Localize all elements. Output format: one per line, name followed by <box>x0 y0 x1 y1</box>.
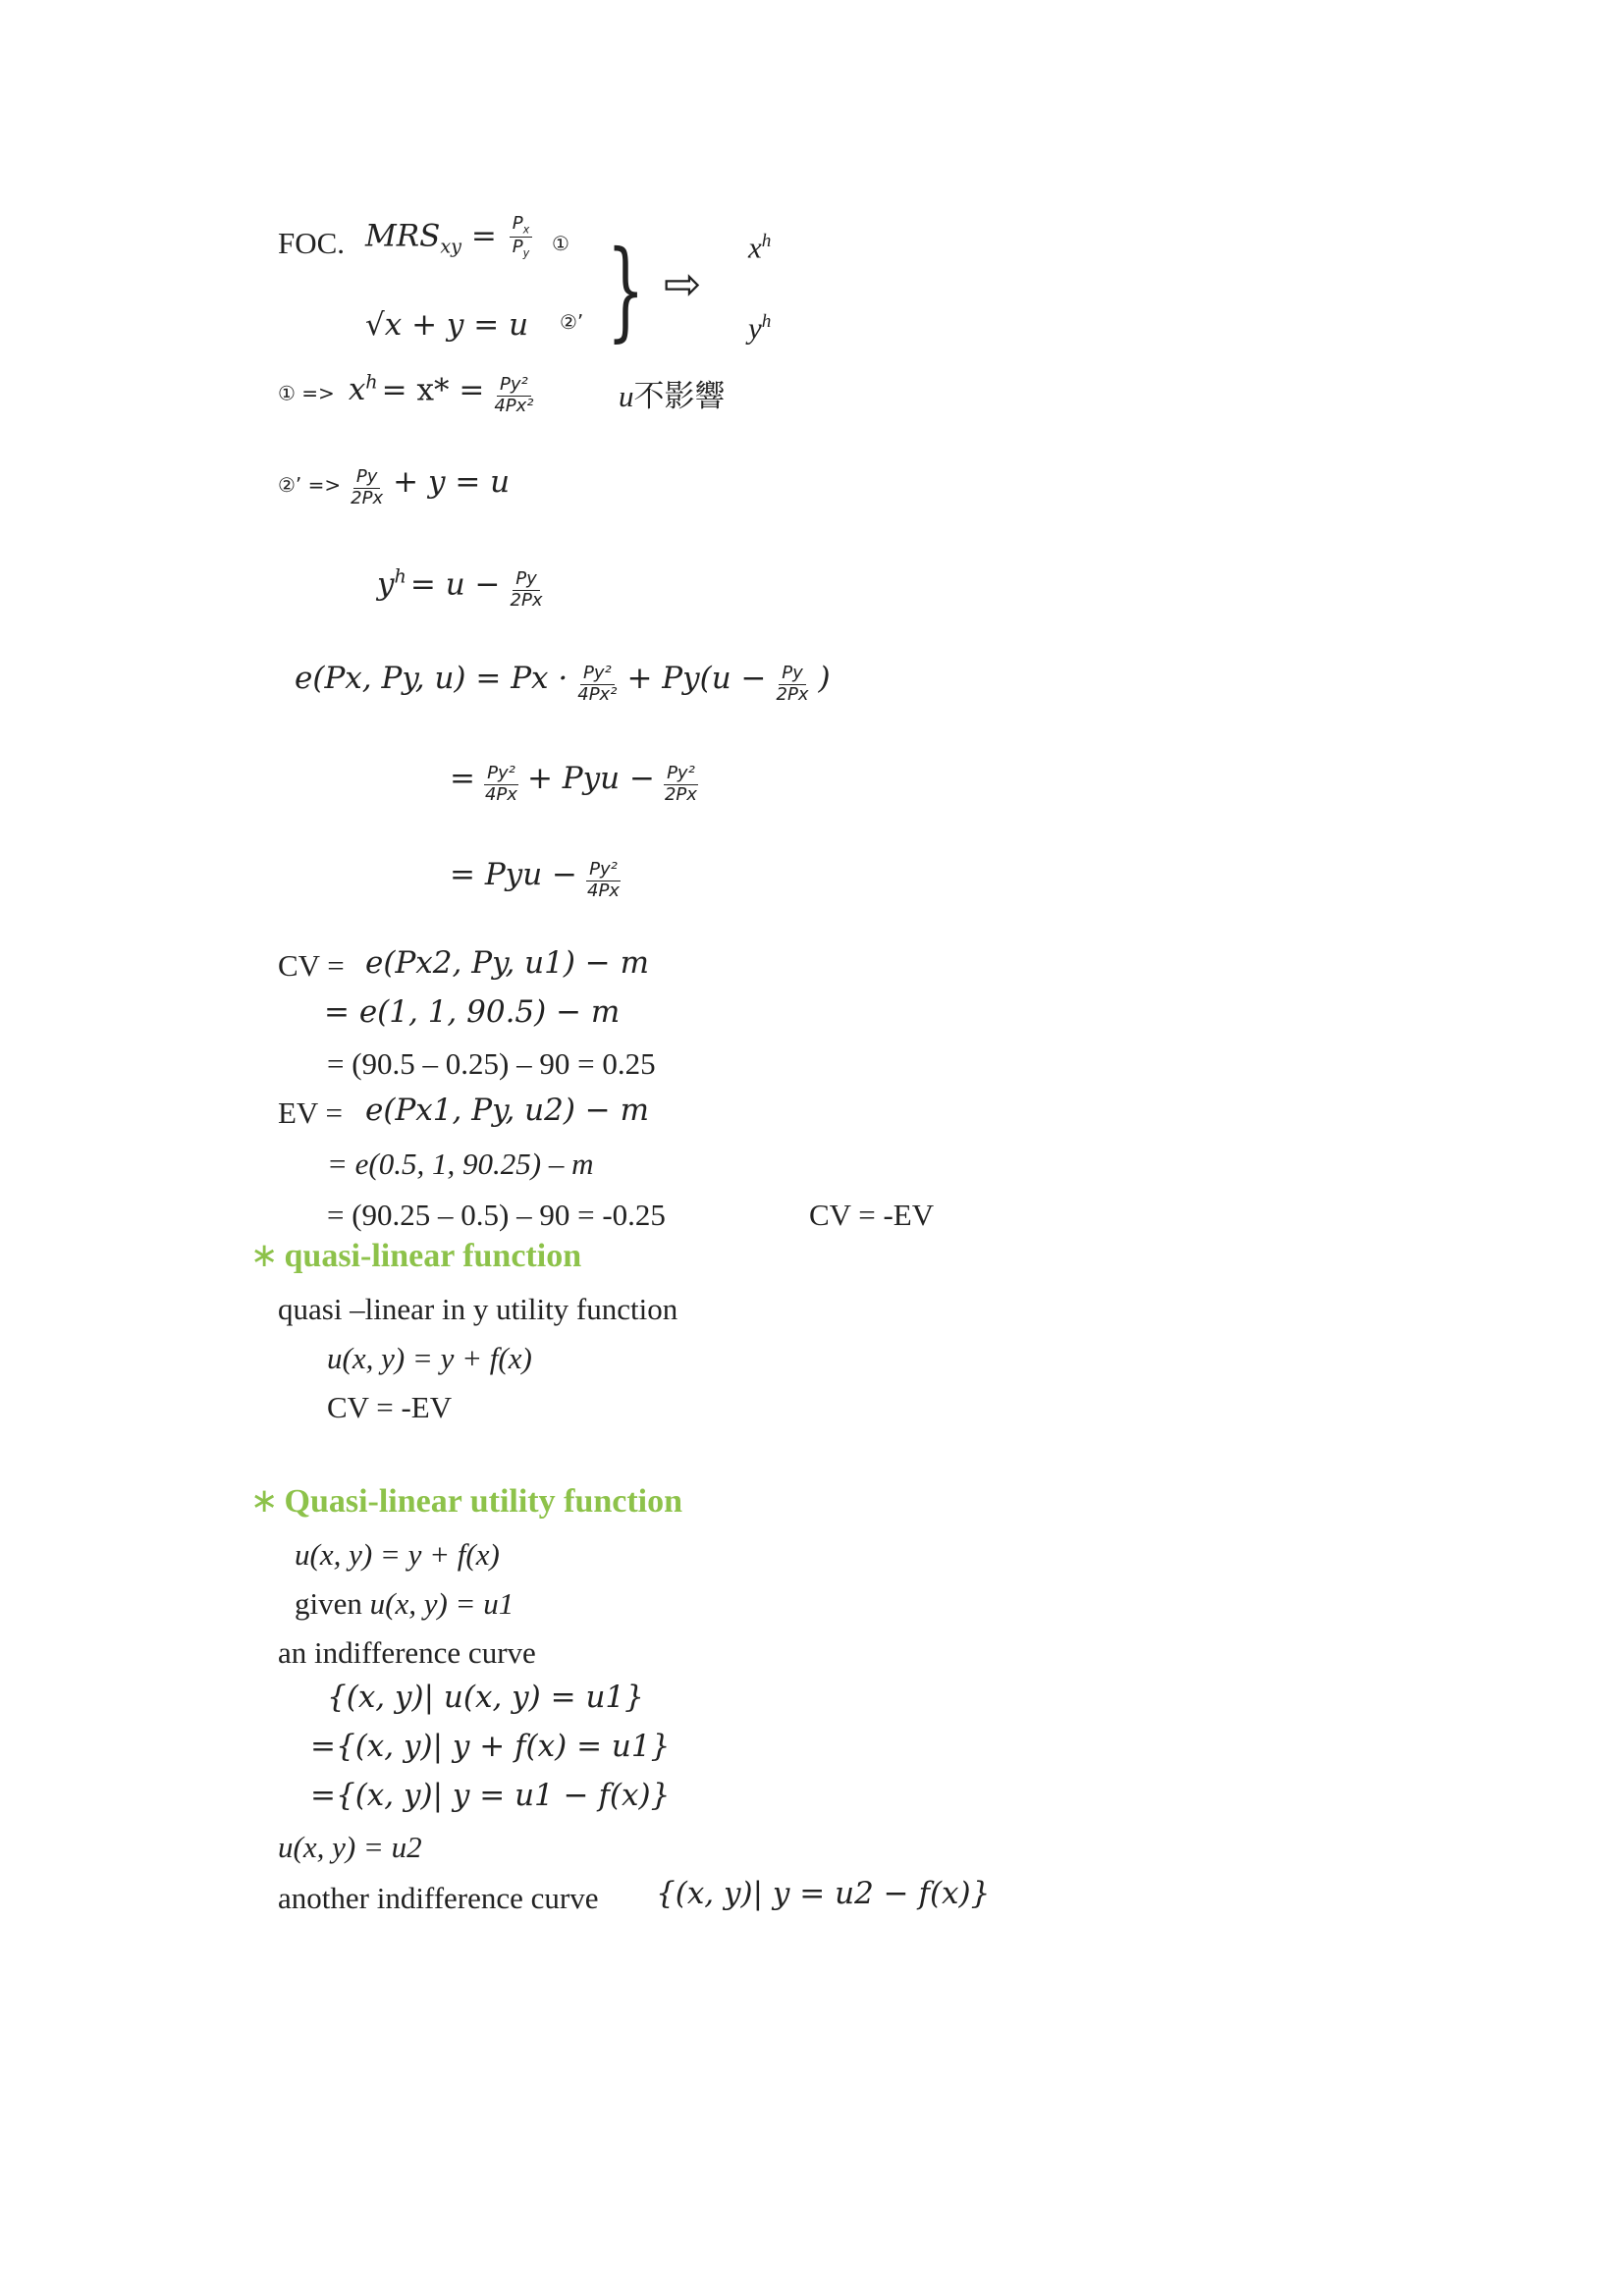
section2-set-3: ={(x, y)| y = u1 − f(x)} <box>310 1778 671 1813</box>
expenditure-line-2: = $\frac{\text{Py²}}{4Px}$ + Pyu − $\frac{\text{Py²}}{2Px}$ <box>450 761 697 805</box>
cv-label: CV = <box>278 948 345 983</box>
right-brace: } <box>607 227 645 352</box>
yh-line: $y^h = u$ − $\frac{Py}{2Px}$ <box>377 565 543 612</box>
foc-tag-2: ②’ <box>560 310 584 334</box>
foc-tag-1: ① <box>552 232 569 255</box>
section2-another-set: {(x, y)| y = u2 − f(x)} <box>656 1876 991 1911</box>
foc-label: FOC. <box>278 226 346 260</box>
cv-line-1: e(Px2, Py, u1) − m <box>365 945 650 981</box>
section2-u2: u(x, y) = u2 <box>278 1830 422 1864</box>
section2-heading: ∗ Quasi-linear utility function <box>250 1481 683 1521</box>
section1-heading: ∗ quasi-linear function <box>250 1236 582 1275</box>
ev-line-2: = e(0.5, 1, 90.25) – m <box>327 1147 594 1181</box>
section2-set-1: {(x, y)| u(x, y) = u1} <box>327 1680 644 1715</box>
ev-line-3: = (90.25 – 0.5) – 90 = -0.25 <box>327 1198 666 1232</box>
section2-curve-label: an indifference curve <box>278 1635 536 1670</box>
step1-line: ① => $x^h = x*$ = $\frac{\text{Py²}}{\text{4Px²}}$ <box>278 371 534 417</box>
expenditure-line-1: e(Px, Py, u) = Px · $\frac{\text{Py²}}{\text{4Px²}}$ + Py(u − $\frac{Py}{2Px}$ ) <box>295 661 831 705</box>
cv-ev-relation: CV = -EV <box>809 1198 935 1232</box>
section2-given: given u(x, y) = u1 <box>295 1586 514 1621</box>
cv-line-3: = (90.5 – 0.25) – 90 = 0.25 <box>327 1046 656 1081</box>
foc-mrs-equation: $MRS_{xy}$ = $\frac{P_x}{P_y}$ <box>365 214 535 261</box>
foc-xh: $x^h$ <box>748 230 772 265</box>
expenditure-line-3: = Pyu − $\frac{\text{Py²}}{4Px}$ <box>450 857 620 901</box>
section2-another-label: another indifference curve <box>278 1881 599 1915</box>
implies-arrow-icon: ⇨ <box>664 257 702 310</box>
section1-formula: u(x, y) = y + f(x) <box>327 1341 532 1375</box>
ev-line-1: e(Px1, Py, u2) − m <box>365 1093 650 1128</box>
foc-yh: $y^h$ <box>748 310 772 346</box>
section1-desc: quasi –linear in y utility function <box>278 1292 678 1326</box>
ev-label: EV = <box>278 1095 343 1130</box>
cv-line-2: = e(1, 1, 90.5) − m <box>324 994 621 1030</box>
asterisk-icon: ∗ <box>250 1236 279 1275</box>
step1-note: u不影響 <box>619 379 726 414</box>
step2-line: ②’ => $\frac{Py}{2Px}$ + y = u <box>278 464 511 508</box>
section2-set-2: ={(x, y)| y + f(x) = u1} <box>310 1729 671 1764</box>
section1-result: CV = -EV <box>327 1390 453 1424</box>
foc-constraint: √x + y = u <box>365 307 529 343</box>
section2-formula: u(x, y) = y + f(x) <box>295 1537 500 1572</box>
asterisk-icon: ∗ <box>250 1481 279 1521</box>
